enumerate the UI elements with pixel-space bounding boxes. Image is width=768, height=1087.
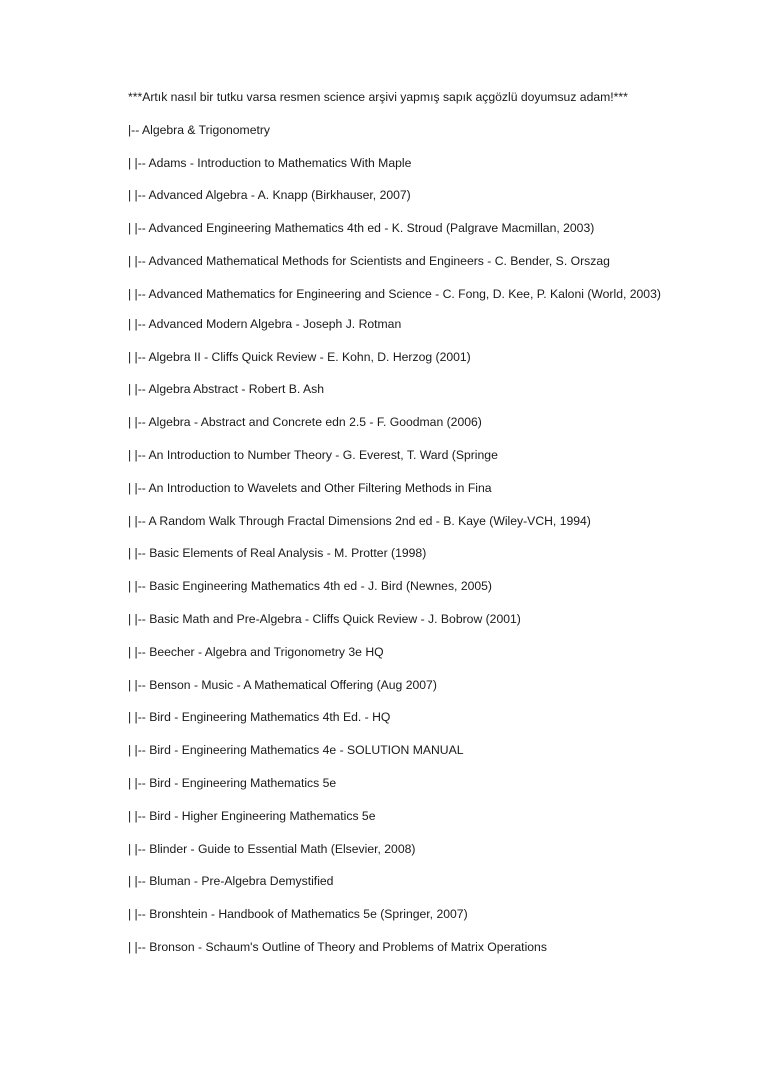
list-item: | |-- An Introduction to Wavelets and Other Filtering Methods in Fina <box>128 480 492 495</box>
list-item: | |-- Basic Elements of Real Analysis - M. Protter (1998) <box>128 546 427 561</box>
list-item: | |-- Bird - Higher Engineering Mathematics 5e <box>128 808 376 823</box>
list-item: | |-- Bronshtein - Handbook of Mathematics 5e (Springer, 2007) <box>128 907 468 922</box>
section-heading: |-- Algebra & Trigonometry <box>128 122 271 137</box>
list-item: | |-- Adams - Introduction to Mathematics With Maple <box>128 155 412 170</box>
list-item: | |-- Benson - Music - A Mathematical Offering (Aug 2007) <box>128 677 437 692</box>
list-item: | |-- Advanced Engineering Mathematics 4th ed - K. Stroud (Palgrave Macmillan, 2003) <box>128 221 595 236</box>
list-item: | |-- A Random Walk Through Fractal Dimensions 2nd ed - B. Kaye (Wiley-VCH, 1994) <box>128 513 591 528</box>
list-item: | |-- Algebra Abstract - Robert B. Ash <box>128 382 324 397</box>
list-item: | |-- Algebra - Abstract and Concrete edn 2.5 - F. Goodman (2006) <box>128 415 482 430</box>
list-item: | |-- Bird - Engineering Mathematics 4e - SOLUTION MANUAL <box>128 743 464 758</box>
list-item: | |-- Beecher - Algebra and Trigonometry 3e HQ <box>128 644 384 659</box>
list-item: | |-- Basic Engineering Mathematics 4th ed - J. Bird (Newnes, 2005) <box>128 579 492 594</box>
list-item: | |-- Algebra II - Cliffs Quick Review - E. Kohn, D. Herzog (2001) <box>128 349 471 364</box>
list-item: | |-- Advanced Mathematics for Engineering and Science - C. Fong, D. Kee, P. Kaloni (World, 2003) <box>128 286 661 301</box>
list-item: | |-- Advanced Mathematical Methods for Scientists and Engineers - C. Bender, S. Orszag <box>128 253 610 268</box>
list-item: | |-- Blinder - Guide to Essential Math (Elsevier, 2008) <box>128 841 416 856</box>
list-item: | |-- Advanced Modern Algebra - Joseph J. Rotman <box>128 316 402 331</box>
list-item: | |-- Advanced Algebra - A. Knapp (Birkhauser, 2007) <box>128 188 411 203</box>
document-body <box>128 89 668 972</box>
list-item: | |-- Bluman - Pre-Algebra Demystified <box>128 874 334 889</box>
list-item: | |-- Bronson - Schaum's Outline of Theory and Problems of Matrix Operations <box>128 939 547 954</box>
list-item: | |-- An Introduction to Number Theory - G. Everest, T. Ward (Springe <box>128 447 498 462</box>
list-item: | |-- Basic Math and Pre-Algebra - Cliffs Quick Review - J. Bobrow (2001) <box>128 611 521 626</box>
list-item: | |-- Bird - Engineering Mathematics 5e <box>128 775 337 790</box>
list-item: | |-- Bird - Engineering Mathematics 4th Ed. - HQ <box>128 710 391 725</box>
document-header: ***Artık nasıl bir tutku varsa resmen science arşivi yapmış sapık açgözlü doyumsuz adam!*** <box>128 90 628 104</box>
